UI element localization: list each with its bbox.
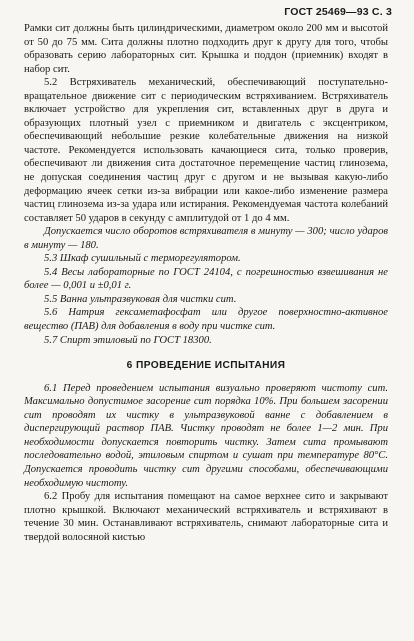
paragraph-5-7-ethanol: 5.7 Спирт этиловый по ГОСТ 18300. xyxy=(44,334,212,346)
paragraph-shaker-allowance: Допускается число оборотов встряхивателя в минуту — 300; число ударов в минуту — 180. xyxy=(24,226,388,251)
paragraph-5-5-ultrasonic-bath: 5.5 Ванна ультразвуковая для чистки сит. xyxy=(44,293,237,305)
paragraph-6-1-sieve-cleaning: 6.1 Перед проведением испытания визуально проверяют чистоту сит. Максимально допустимое засорение сит порядка 10%. При большем засорении сит проводят их чистку в ультразвуковой ванне с добавлением в диспергирующий раствор ПАВ. Чистку проводят не более 1—2 мин. При необходимости допускается повторить чистку. Затем сита промывают последовательно водой, этиловым спиртом и сушат при температуре 80°С. Допускается проводить чистку сит другими способами, обеспечивающими необходимую чистоту. xyxy=(24,382,388,489)
page-header: ГОСТ 25469—93 С. 3 xyxy=(284,6,392,18)
section-heading-test-procedure: 6 ПРОВЕДЕНИЕ ИСПЫТАНИЯ xyxy=(126,360,286,372)
paragraph-sieve-frames: Рамки сит должны быть цилиндрическими, диаметром около 200 мм и высотой от 50 до 75 мм. Сита должны плотно подходить друг к другу для того, чтобы образовать серию лабораторных сит. Крышка и поддон (приемник) входят в набор сит. xyxy=(24,23,388,75)
paragraph-6-2-sample-sieving: 6.2 Пробу для испытания помещают на самое верхнее сито и закрывают плотно крышкой. Включают механический встряхиватель и встряхивают в течение 30 мин. Останавливают встряхиватель, снимают лабораторные сита и твердой волосяной кистью xyxy=(24,491,388,543)
paragraph-5-3-oven: 5.3 Шкаф сушильный с терморегулятором. xyxy=(44,253,241,265)
paragraph-5-4-scales: 5.4 Весы лабораторные по ГОСТ 24104, с погрешностью взвешивания не более — 0,001 и ±0,01 г. xyxy=(24,266,388,292)
paragraph-5-2-shaker: 5.2 Встряхиватель механический, обеспечивающий поступательно-вращательное движение сит с периодическим встряхиванием. Встряхиватель включает устройство для укрепления сит, вставленных друг в друга и образующих плотный узел с приемником и двигатель с эксцентриком, обеспечивающий небольшие резкие колебательные движения на низкой частоте. Рекомендуется использовать качающиеся сита, только проверив, обеспечивают ли движения сита достаточное перемещение частиц глинозема, не допуская соединения частиц друг с другом и не вызывая какую-либо деформацию ячеек сетки из-за вибрации или какое-либо изменение размера частиц глинозема из-за удара или истирания. Рекомендуемая частота колебаний составляет 50 ударов в секунду с амплитудой от 1 до 4 мм. xyxy=(24,77,388,224)
document-body xyxy=(24,22,388,544)
paragraph-5-6-surfactant: 5.6 Натрия гексаметафосфат или другое поверхностно-активное вещество (ПАВ) для добавления в воду при чистке сит. xyxy=(24,307,388,333)
